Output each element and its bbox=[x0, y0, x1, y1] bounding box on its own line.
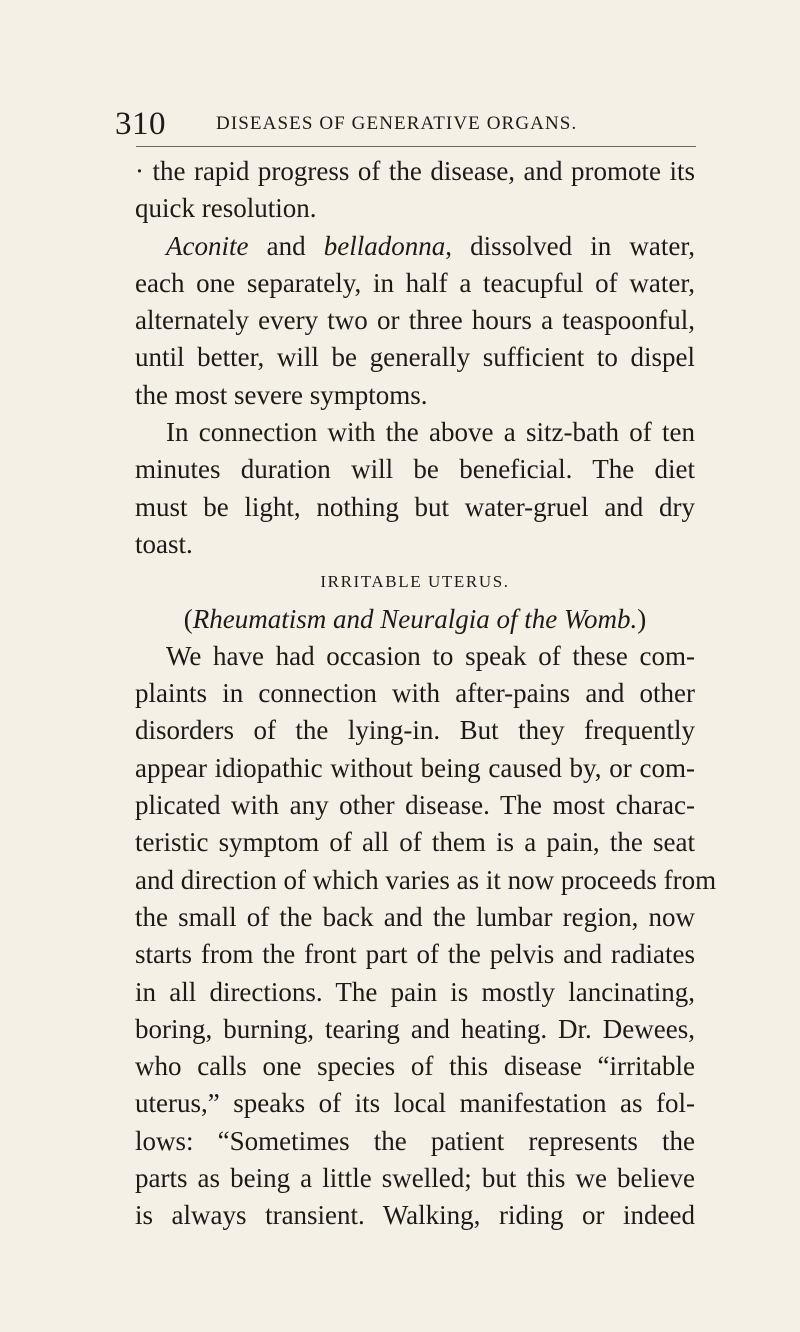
text-line: starts from the front part of the pelvis and radiates bbox=[135, 939, 695, 970]
subtitle-italic: Rheumatism and Neuralgia of the Womb. bbox=[192, 603, 638, 634]
text-fragment: , dissolved in water, bbox=[445, 230, 695, 261]
italic-belladonna: belladonna bbox=[323, 230, 446, 261]
text-line: boring, burning, tearing and heating. Dr. Dewees, bbox=[135, 1013, 695, 1044]
text-line: in all directions. The pain is mostly lancinating, bbox=[135, 976, 695, 1007]
text-line: plaints in connection with after-pains and other bbox=[135, 678, 695, 709]
paren-close: ) bbox=[637, 603, 647, 634]
text-line: parts as being a little swelled; but this we believe bbox=[135, 1163, 695, 1194]
section-subtitle bbox=[135, 601, 695, 638]
italic-aconite: Aconite bbox=[166, 230, 249, 261]
text-line-aconite bbox=[135, 228, 695, 265]
text-line: In connection with the above a sitz-bath of ten bbox=[166, 417, 695, 448]
text-line: disorders of the lying-in. But they frequently bbox=[135, 715, 695, 746]
text-line: lows: “Sometimes the patient represents the bbox=[135, 1125, 695, 1156]
page-number: 310 bbox=[115, 106, 166, 142]
text-line: the small of the back and the lumbar region, now bbox=[135, 901, 695, 932]
text-line: · the rapid progress of the disease, and promote its bbox=[135, 156, 695, 186]
section-heading: IRRITABLE UTERUS. bbox=[320, 572, 510, 592]
text-line: plicated with any other disease. The most charac- bbox=[135, 790, 695, 821]
running-head bbox=[115, 103, 690, 145]
text-line: who calls one species of this disease “irritable bbox=[135, 1051, 695, 1082]
text-line: minutes duration will be beneficial. The diet bbox=[135, 454, 695, 485]
text-line: We have had occasion to speak of these com- bbox=[166, 640, 695, 671]
text-line: quick resolution. bbox=[135, 193, 317, 224]
text-fragment: and bbox=[248, 230, 324, 261]
running-head-title: DISEASES OF GENERATIVE ORGANS. bbox=[216, 113, 578, 134]
paren-open: ( bbox=[183, 603, 193, 634]
text-line: appear idiopathic without being caused by, or com- bbox=[135, 752, 695, 783]
text-line: uterus,” speaks of its local manifestation as fol- bbox=[135, 1088, 695, 1119]
text-line: the most severe symptoms. bbox=[135, 379, 428, 410]
text-line: alternately every two or three hours a teaspoonful, bbox=[135, 305, 695, 336]
page-text bbox=[135, 153, 717, 1235]
text-line: is always transient. Walking, riding or indeed bbox=[135, 1200, 695, 1231]
header-rule bbox=[136, 146, 696, 147]
text-line: until better, will be generally sufficient to dispel bbox=[135, 342, 695, 373]
text-line: and direction of which varies as it now proceeds from bbox=[135, 864, 717, 895]
text-line: each one separately, in half a teacupful of water, bbox=[135, 267, 695, 298]
text-line: teristic symptom of all of them is a pain, the seat bbox=[135, 827, 695, 858]
text-line: must be light, nothing but water-gruel and dry bbox=[135, 491, 695, 522]
text-line: toast. bbox=[135, 528, 193, 559]
